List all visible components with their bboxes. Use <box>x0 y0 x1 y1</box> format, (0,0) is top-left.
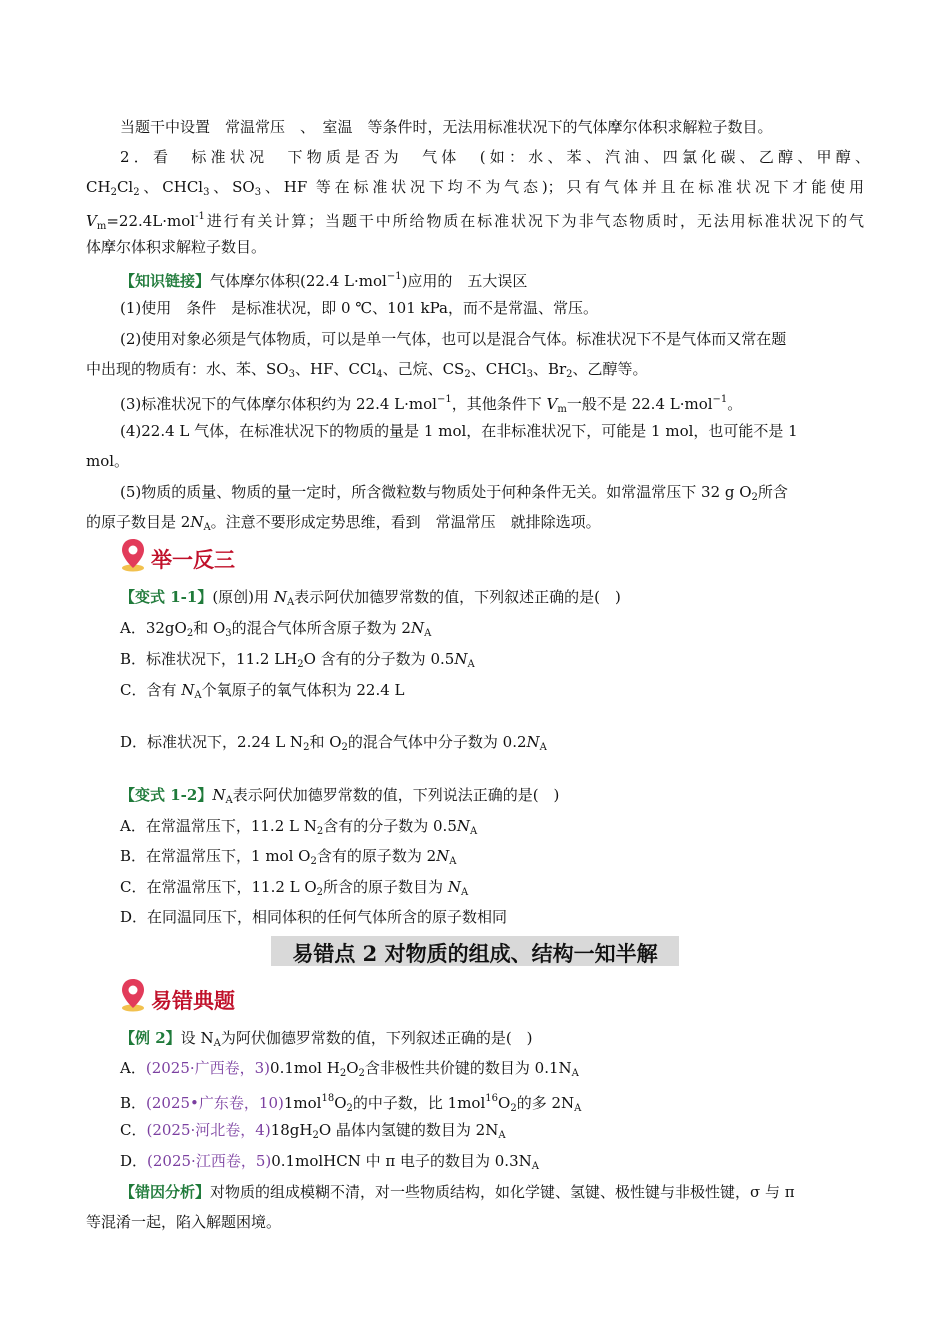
error-analysis-line-2: 等混淆一起，陷入解题困境。 <box>86 1213 282 1231</box>
section-title-typical-errors: 易错典题 <box>151 988 235 1013</box>
paragraph-2-line-4: 体摩尔体积求解粒子数目。 <box>86 238 267 256</box>
example-2-option-a: A．(2025·广西卷，3)0.1mol $H_2O_2$含非极性共价键的数目为 $0.1N_A$ <box>120 1059 579 1079</box>
variant-1-1-stem: 【变式 1-1】(原创)用 $N_A$表示阿伏加德罗常数的值，下列叙述正确的是( ) <box>120 588 621 608</box>
paragraph-2-line-2: $CH_2Cl_2$、CHCl$_3$、$SO_3$、HF 等在标准状况下均不为气态)；只有气体并且在标准状况下才能使用 <box>86 178 864 198</box>
knowledge-item-4-line-2: mol。 <box>86 452 130 470</box>
variant-1-2-option-b: B．在常温常压下，1 mol $O_2$含有的原子数为 $2N_A$ <box>120 847 457 867</box>
knowledge-item-2-line-2: 中出现的物质有：水、苯、$SO_3$、HF、CCl$_4$、己烷、$CS_2$、CHCl$_3$、$Br_2$、乙醇等。 <box>86 360 648 380</box>
example-2-option-d: D．(2025·江西卷，5)0.1molHCN 中 π 电子的数目为 $0.3N_A$ <box>120 1152 539 1172</box>
example-2-option-c: C．(2025·河北卷，$4)18gH_2O$ 晶体内氢键的数目为 $2N_A$ <box>120 1121 506 1141</box>
variant-1-1-option-b: B．标准状况下，11.2 $LH_2O$ 含有的分子数为 $0.5N_A$ <box>120 650 475 670</box>
paragraph-2-line-1: 2．看 标准状况 下物质是否为 气体 (如：水、苯、汽油、四氯化碳、乙醇、甲醇、 <box>120 148 870 166</box>
paragraph-1: 当题干中设置 常温常压 、 室温 等条件时，无法用标准状况下的气体摩尔体积求解粒子数目。 <box>120 118 773 136</box>
section-title-practice: 举一反三 <box>151 547 235 572</box>
error-analysis-line-1: 【错因分析】对物质的组成模糊不清，对一些物质结构，如化学键、氢键、极性键与非极性键，σ 与 π <box>120 1183 795 1201</box>
knowledge-link-title: 【知识链接】气体摩尔体积(22.4 L·mol$^{-1}$)应用的 五大误区 <box>120 271 528 290</box>
variant-1-2-stem: 【变式 1-2】$N_A$表示阿伏加德罗常数的值，下列说法正确的是( ) <box>120 786 560 806</box>
variant-1-1-option-c: C．含有 $N_A$个氧原子的氧气体积为 22.4 L <box>120 681 405 701</box>
variant-1-2-option-c: C．在常温常压下，11.2 L $O_2$所含的原子数目为 $N_A$ <box>120 878 469 898</box>
location-pin-icon <box>120 978 146 1012</box>
error-point-2-heading: 易错点 2 对物质的组成、结构一知半解 <box>292 941 658 966</box>
paragraph-2-line-3: $V_m=22.4L\cdot mol^{-1}$进行有关计算；当题干中所给物质在标准状况下为非气态物质时，无法用标准状况下的气 <box>86 211 864 232</box>
variant-1-2-option-a: A．在常温常压下，11.2 L $N_2$含有的分子数为 $0.5N_A$ <box>120 817 478 837</box>
example-2-stem: 【例 2】设 $N_A$为阿伏伽德罗常数的值，下列叙述正确的是( ) <box>120 1029 533 1049</box>
location-pin-icon <box>120 538 146 572</box>
knowledge-item-5-line-1: (5)物质的质量、物质的量一定时，所含微粒数与物质处于何种条件无关。如常温常压下 32 g $O_2$所含 <box>120 483 788 503</box>
knowledge-item-5-line-2: 的原子数目是 $2N_A$。注意不要形成定势思维，看到 常温常压 就排除选项。 <box>86 513 601 533</box>
knowledge-item-2-line-1: (2)使用对象必须是气体物质，可以是单一气体，也可以是混合气体。标准状况下不是气体而又常在题 <box>120 330 787 348</box>
knowledge-item-4-line-1: (4)22.4 L 气体，在标准状况下的物质的量是 1 mol，在非标准状况下，可能是 1 mol，也可能不是 1 <box>120 422 798 440</box>
variant-1-1-option-d: D．标准状况下，2.24 L $N_2$和 $O_2$的混合气体中分子数为 $0.2N_A$ <box>120 733 547 753</box>
knowledge-item-3: (3)标准状况下的气体摩尔体积约为 22.4 L·mol$^{-1}$，其他条件下 $V_m$一般不是 22.4 L·mol$^{-1}$。 <box>120 394 743 415</box>
knowledge-item-1: (1)使用 条件 是标准状况，即 0 ℃、101 kPa，而不是常温、常压。 <box>120 299 598 317</box>
variant-1-1-option-a: A．$32gO_2$和 $O_3$的混合气体所含原子数为 $2N_A$ <box>120 619 432 639</box>
example-2-option-b: B．(2025•广东卷，$10)1mol^{18}O_2$的中子数，比 $1mol^{16}O_2$的多 $2N_A$ <box>120 1093 582 1114</box>
variant-1-2-option-d: D．在同温同压下，相同体积的任何气体所含的原子数相同 <box>120 908 508 926</box>
